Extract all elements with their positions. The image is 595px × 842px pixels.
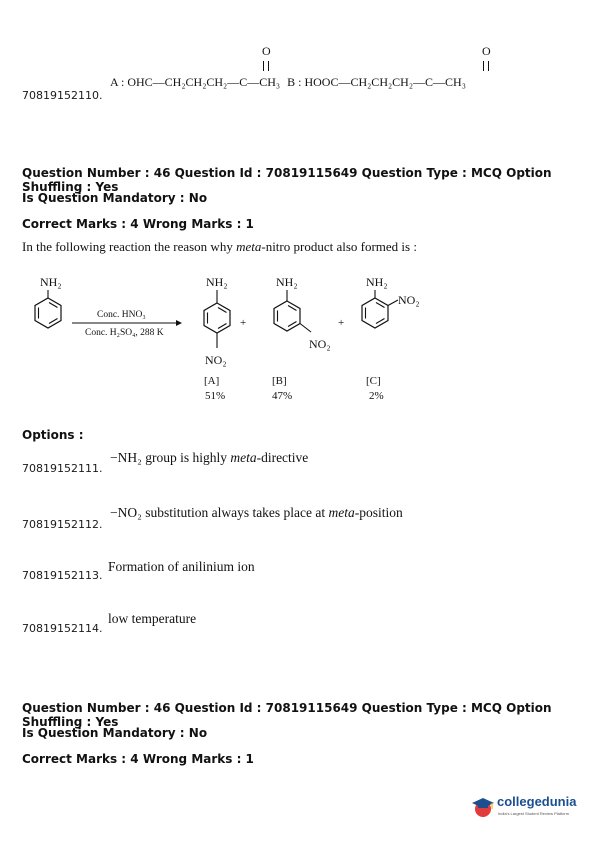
prev-option-formulas [110,44,580,96]
double-bond-b [483,61,489,71]
product-a-nh2: NH₂ [206,275,228,289]
product-c-nh2: NH₂ [366,275,388,289]
brand-tagline: India's Largest Student Review Platform [498,811,570,816]
option-1-id: 70819152111. [22,462,103,475]
product-a-percent: 51% [205,390,226,402]
product-c-structure [362,275,420,402]
product-b-structure [272,275,331,402]
formula-a: OHC—CH₂CH₂CH₂—C—CH₃ [127,75,281,89]
option-4-text[interactable]: low temperature [108,611,197,626]
carbonyl-o-a: O [262,44,271,58]
plus-sign-2: + [338,317,345,329]
question-text: In the following reaction the reason why meta-nitro product also formed is : [22,239,417,254]
meta-emphasis: meta [236,239,262,254]
product-a-structure [204,275,230,402]
option-2-text[interactable]: −NO₂ substitution always takes place at meta-position [110,505,403,520]
product-b-nh2: NH₂ [276,275,298,289]
product-b-no2: NO₂ [309,337,331,351]
option-3-id: 70819152113. [22,569,103,582]
question-header-line1: Question Number : 46 Question Id : 70819115649 Question Type : MCQ Option Shuffling : Yes [22,166,552,194]
question-header-line1-repeat: Question Number : 46 Question Id : 70819115649 Question Type : MCQ Option Shuffling : Yes [22,701,552,729]
product-c-percent: 2% [369,390,384,402]
graduate-cap-icon [470,795,496,821]
prev-option-id: 70819152110. [22,89,103,102]
label-b: B : [287,75,305,89]
product-a-no2: NO₂ [205,353,227,367]
double-bond-a [263,61,269,71]
reagent-bottom: Conc. H₂SO₄, 288 K [85,328,164,338]
label-a: A : [110,75,128,89]
question-mandatory: Is Question Mandatory : No [22,191,208,205]
options-heading: Options : [22,428,84,442]
option-4-id: 70819152114. [22,622,103,635]
product-c-label: [C] [366,375,381,387]
brand-name: collegedunia [497,794,577,809]
carbonyl-o-b: O [482,44,491,58]
question-marks-repeat: Correct Marks : 4 Wrong Marks : 1 [22,752,254,766]
plus-sign-1: + [240,317,247,329]
reaction-arrow [72,310,182,338]
option-3-text[interactable]: Formation of anilinium ion [108,559,255,574]
formula-line [110,75,466,90]
reagent-top: Conc. HNO₃ [97,310,146,320]
product-a-label: [A] [204,375,220,387]
option-1-text[interactable]: −NH₂ group is highly meta-directive [110,450,309,465]
product-c-no2: NO₂ [398,293,420,307]
reaction-scheme [0,268,595,413]
brand-logo [470,792,590,824]
option-2-id: 70819152112. [22,518,103,531]
aniline-structure [35,275,62,328]
question-mandatory-repeat: Is Question Mandatory : No [22,726,208,740]
product-b-percent: 47% [272,390,293,402]
reactant-nh2-label: NH₂ [40,275,62,289]
product-b-label: [B] [272,375,287,387]
question-marks: Correct Marks : 4 Wrong Marks : 1 [22,217,254,231]
formula-b: HOOC—CH₂CH₂CH₂—C—CH₃ [304,75,466,89]
